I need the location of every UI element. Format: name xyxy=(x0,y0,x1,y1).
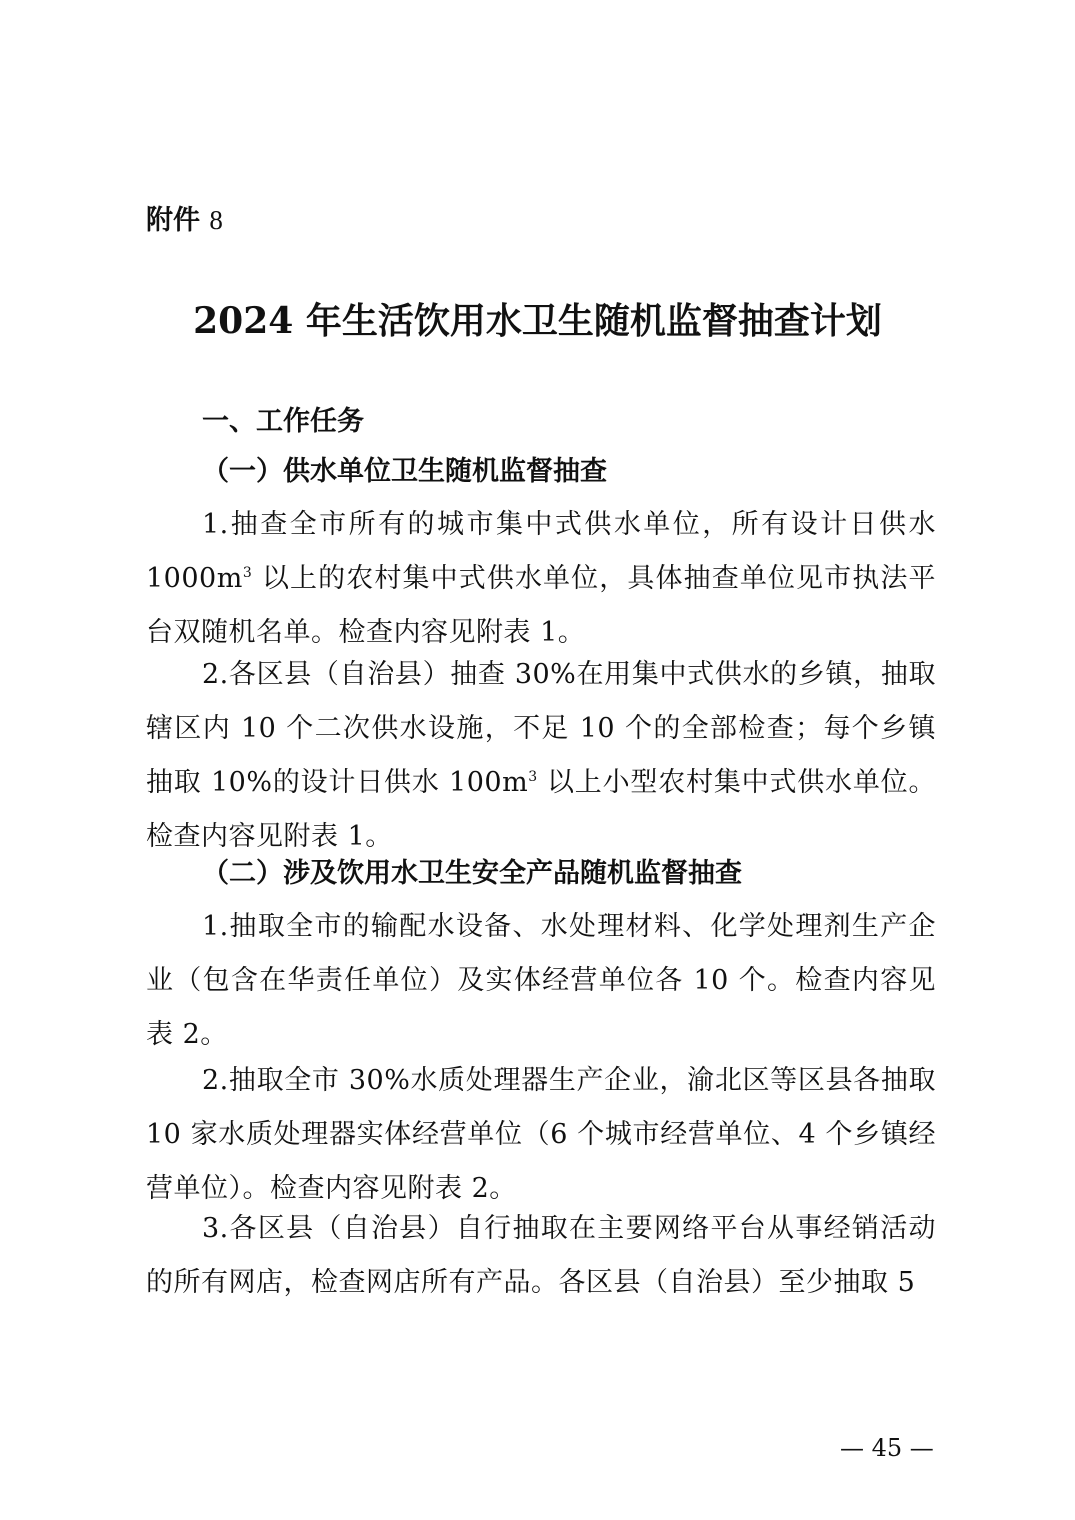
paragraph-2-2: 2.抽取全市 30%水质处理器生产企业，渝北区等区县各抽取 10 家水质处理器实体经营单位（6 个城市经营单位、4 个乡镇经营单位）。检查内容见附表 2。 xyxy=(146,1065,936,1204)
page-number: — 45 — xyxy=(840,1434,934,1462)
superscript-3: 3 xyxy=(528,769,538,785)
paragraph-1-2-text-a: 2.各区县（自治县）抽查 30%在用集中式供水的乡镇，抽取辖区内 10 个二次供水设施，不足 10 个的全部检查；每个乡镇抽取 10%的设计日供水 100m xyxy=(146,659,936,798)
paragraph-1-1 xyxy=(146,498,936,660)
subsection-heading-water-supply: （一）供水单位卫生随机监督抽查 xyxy=(202,456,607,487)
paragraph-1-2 xyxy=(146,648,936,864)
attachment-label-text: 附件 xyxy=(146,205,200,236)
paragraph-1-1-text-b: 以上的农村集中式供水单位，具体抽查单位见市执法平台双随机名单。检查内容见附表 1。 xyxy=(146,563,936,648)
attachment-number: 8 xyxy=(209,205,223,235)
paragraph-2-1: 1.抽取全市的输配水设备、水处理材料、化学处理剂生产企业（包含在华责任单位）及实体经营单位各 10 个。检查内容见表 2。 xyxy=(146,911,936,1050)
paragraph-1-2-text-b: 以上小型农村集中式供水单位。检查内容见附表 1。 xyxy=(146,767,936,852)
superscript-3: 3 xyxy=(242,565,253,581)
attachment-label xyxy=(146,200,223,241)
section-heading-work-tasks: 一、工作任务 xyxy=(202,406,364,437)
paragraph-2-3: 3.各区县（自治县）自行抽取在主要网络平台从事经销活动的所有网店，检查网店所有产品。各区县（自治县）至少抽取 5 xyxy=(146,1213,936,1298)
document-title: 2024 年生活饮用水卫生随机监督抽查计划 xyxy=(193,300,882,342)
paragraph-1-1-text-a: 1.抽查全市所有的城市集中式供水单位，所有设计日供水 1000m xyxy=(146,509,936,594)
subsection-heading-products: （二）涉及饮用水卫生安全产品随机监督抽查 xyxy=(202,858,742,889)
